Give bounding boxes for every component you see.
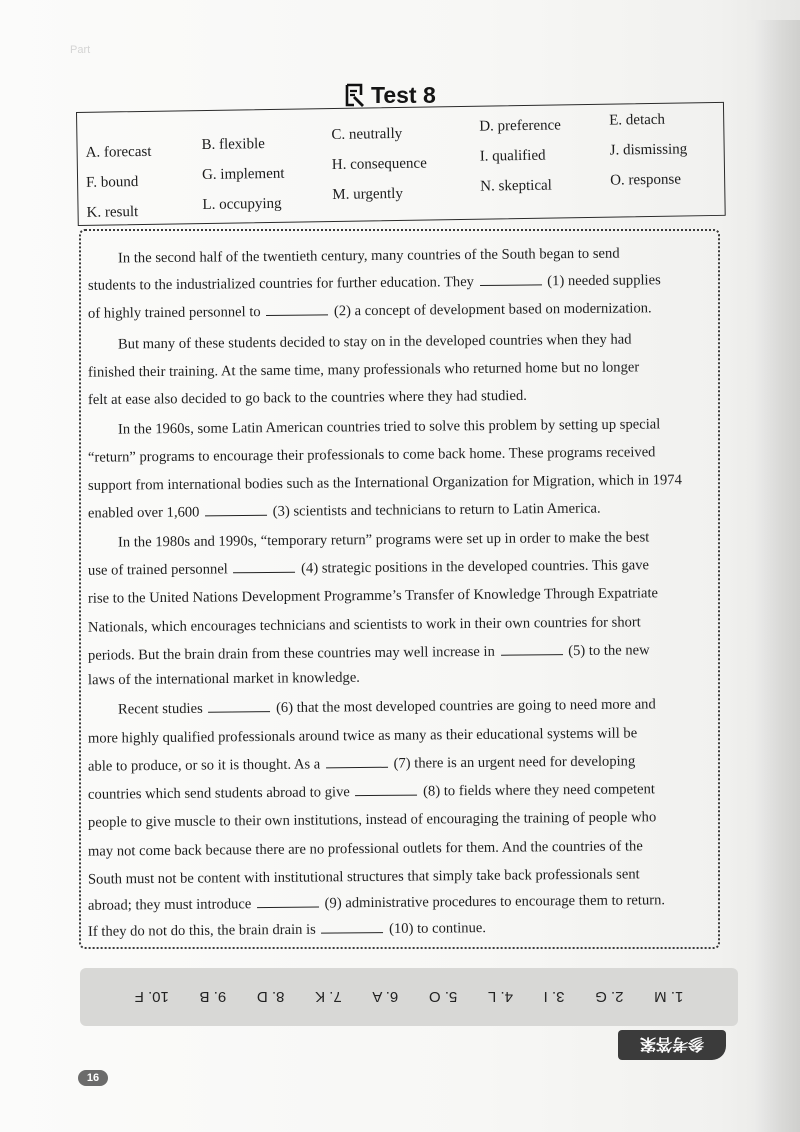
answer-key-strip (80, 968, 738, 1026)
passage-line: “return” programs to encourage their professionals to come back home. These programs received (87, 444, 656, 466)
title-text: Test 8 (371, 81, 436, 108)
answer-key-tab (618, 1030, 726, 1060)
passage-line: laws of the international market in knowledge. (87, 669, 361, 689)
answer-blank[interactable] (266, 303, 328, 316)
word-option: O. response (610, 171, 682, 189)
passage-line: In the second half of the twentieth century, many countries of the South began to send (117, 245, 620, 267)
passage-line: periods. But the brain drain from these countries may well increase in (5) to the new (87, 642, 650, 664)
passage-line: people to give muscle to their own institutions, instead of encouraging the training of people who (87, 809, 657, 831)
passage-line: Recent studies (6) that the most developed countries are going to need more and (117, 696, 656, 718)
answer-item: 9. B (199, 988, 227, 1006)
passage-line: students to the industrialized countries for further education. They (1) needed supplies (87, 272, 661, 294)
passage-line: of highly trained personnel to (2) a concept of development based on modernization. (87, 300, 652, 322)
answer-blank[interactable] (500, 643, 562, 656)
passage-line: rise to the United Nations Development Programme’s Transfer of Knowledge Through Expatriate (87, 585, 659, 607)
answer-blank[interactable] (326, 756, 388, 769)
page-number: 16 (78, 1070, 108, 1086)
passage-line: Nationals, which encourages technicians and scientists to work in their own countries for short (87, 614, 641, 636)
word-option: N. skeptical (480, 177, 552, 195)
passage-line: In the 1980s and 1990s, “temporary return” programs were set up in order to make the best (117, 529, 650, 551)
word-option: D. preference (479, 117, 562, 135)
word-option: F. bound (85, 174, 139, 191)
answer-item: 2. G (595, 988, 624, 1006)
answer-item: 8. D (256, 988, 285, 1006)
passage-line: But many of these students decided to stay on in the developed countries when they had (117, 331, 632, 353)
ghost-header-text: Part (70, 44, 91, 56)
answer-blank[interactable] (233, 561, 295, 574)
document-icon (345, 83, 365, 107)
answer-item: 6. A (372, 988, 399, 1006)
passage-line: If they do not do this, the brain drain is (10) to continue. (87, 920, 487, 940)
page-edge-shadow (754, 20, 800, 1132)
answer-blank[interactable] (480, 273, 542, 286)
word-option: G. implement (201, 165, 285, 184)
word-option: M. urgently (332, 185, 404, 203)
passage-line: use of trained personnel (4) strategic positions in the developed countries. This gave (87, 557, 650, 579)
word-option: J. dismissing (609, 141, 688, 159)
passage-line: felt at ease also decided to go back to the countries where they had studied. (87, 387, 527, 409)
passage-line: countries which send students abroad to give (8) to fields where they need competent (87, 781, 655, 803)
answer-key-list (80, 968, 738, 1026)
word-option: B. flexible (201, 136, 265, 154)
word-option: A. forecast (85, 143, 152, 161)
answer-item: 4. L (487, 988, 513, 1006)
word-option: E. detach (609, 111, 666, 129)
answer-blank[interactable] (355, 784, 417, 797)
word-bank (76, 102, 726, 226)
passage-line: support from international bodies such as the International Organization for Migration, which in 1974 (87, 472, 682, 494)
passage-line: abroad; they must introduce (9) administrative procedures to encourage them to return. (87, 892, 666, 914)
answer-blank[interactable] (321, 921, 383, 934)
word-option: C. neutrally (331, 125, 403, 143)
word-option: H. consequence (331, 155, 427, 173)
answer-item: 5. O (428, 988, 458, 1006)
passage-line: finished their training. At the same time, many professionals who returned home but no longer (87, 359, 640, 381)
passage-line: may not come back because there are no professional outlets for them. And the countries of the (87, 838, 643, 860)
answer-item: 10. F (134, 988, 169, 1006)
passage-line: South must not be content with institutional structures that simply take back professionals sent (87, 866, 640, 888)
answer-item: 3. I (543, 988, 565, 1006)
passage-line: more highly qualified professionals around twice as many as their educational systems will be (87, 725, 638, 747)
passage-line: enabled over 1,600 (3) scientists and technicians to return to Latin America. (87, 500, 601, 522)
word-option: K. result (86, 204, 139, 221)
answer-blank[interactable] (257, 896, 319, 909)
passage-line: In the 1960s, some Latin American countries tried to solve this problem by setting up special (117, 416, 661, 438)
answer-key-label: 参考答案 (639, 1034, 704, 1054)
passage-line: able to produce, or so it is thought. As a (7) there is an urgent need for developing (87, 753, 636, 775)
answer-blank[interactable] (208, 700, 270, 713)
word-option: I. qualified (479, 147, 546, 165)
answer-blank[interactable] (205, 504, 267, 517)
answer-item: 1. M (654, 988, 684, 1006)
ghost-header (70, 44, 200, 66)
answer-item: 7. K (315, 988, 342, 1006)
word-option: L. occupying (202, 195, 282, 214)
